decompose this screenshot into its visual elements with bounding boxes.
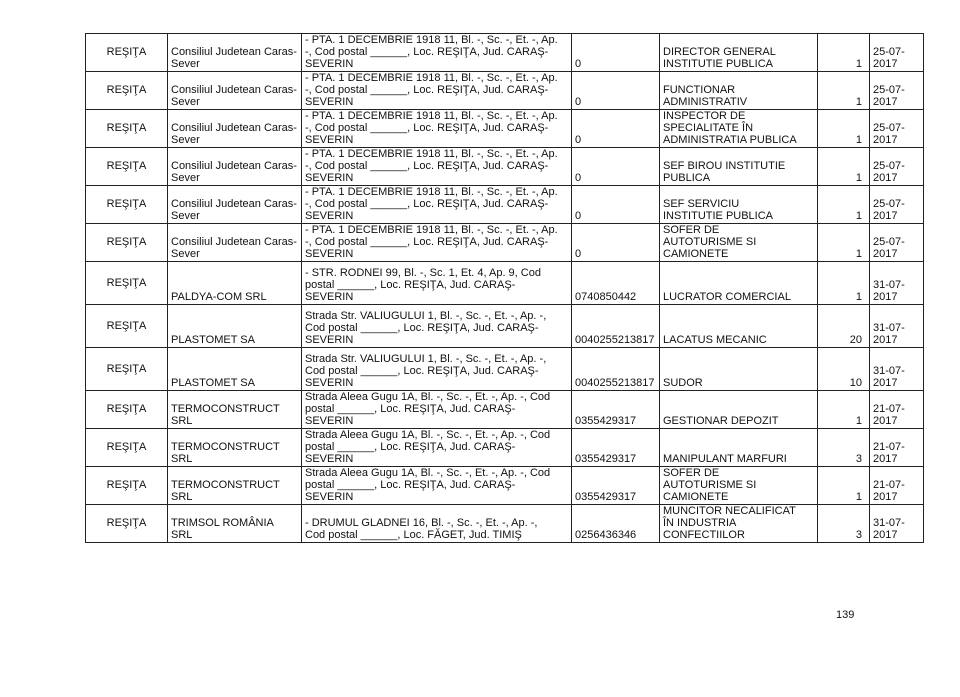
date-cell: 25-07-2017 bbox=[870, 72, 924, 110]
date-cell: 25-07-2017 bbox=[870, 110, 924, 148]
occupation-cell: MANIPULANT MARFURI bbox=[660, 429, 818, 467]
address-cell: Strada Str. VALIUGULUI 1, Bl. -, Sc. -, Et. -, Ap. -, Cod postal ______, Loc. REŞIŢA, Jud. CARAŞ- SEVERIN bbox=[302, 348, 572, 391]
employer-cell: Consiliul Judetean Caras- Sever bbox=[168, 148, 302, 186]
employer-cell: Consiliul Judetean Caras- Sever bbox=[168, 224, 302, 262]
employer-cell: Consiliul Judetean Caras- Sever bbox=[168, 110, 302, 148]
occupation-cell: SUDOR bbox=[660, 348, 818, 391]
date-cell: 21-07-2017 bbox=[870, 467, 924, 505]
address-cell: - STR. RODNEI 99, Bl. -, Sc. 1, Et. 4, Ap. 9, Cod postal ______, Loc. REŞIŢA, Jud. CARAŞ- SEVERIN bbox=[302, 262, 572, 305]
occupation-cell: SOFER DE AUTOTURISME SI CAMIONETE bbox=[660, 224, 818, 262]
locality-cell: REŞIŢA bbox=[86, 34, 168, 72]
phone-cell: 0256436346 bbox=[572, 505, 660, 543]
address-cell: - PTA. 1 DECEMBRIE 1918 11, Bl. -, Sc. -, Et. -, Ap. -, Cod postal ______, Loc. REŞIŢA, Jud. CARAŞ- SEVERIN bbox=[302, 224, 572, 262]
locality-cell: REŞIŢA bbox=[86, 262, 168, 305]
address-cell: - PTA. 1 DECEMBRIE 1918 11, Bl. -, Sc. -, Et. -, Ap. -, Cod postal ______, Loc. REŞIŢA, Jud. CARAŞ- SEVERIN bbox=[302, 186, 572, 224]
locality-cell: REŞIŢA bbox=[86, 348, 168, 391]
date-cell: 25-07-2017 bbox=[870, 148, 924, 186]
positions-cell: 1 bbox=[818, 391, 870, 429]
employer-cell: TERMOCONSTRUCT SRL bbox=[168, 467, 302, 505]
locality-cell: REŞIŢA bbox=[86, 110, 168, 148]
locality-cell: REŞIŢA bbox=[86, 224, 168, 262]
table-row bbox=[86, 262, 924, 305]
phone-cell: 0 bbox=[572, 186, 660, 224]
locality-cell: REŞIŢA bbox=[86, 391, 168, 429]
occupation-cell: MUNCITOR NECALIFICAT ÎN INDUSTRIA CONFECTIILOR bbox=[660, 505, 818, 543]
phone-cell: 0355429317 bbox=[572, 429, 660, 467]
positions-cell: 3 bbox=[818, 505, 870, 543]
table-row bbox=[86, 305, 924, 348]
locality-cell: REŞIŢA bbox=[86, 429, 168, 467]
positions-cell: 1 bbox=[818, 467, 870, 505]
occupation-cell: FUNCTIONAR ADMINISTRATIV bbox=[660, 72, 818, 110]
employer-cell: TRIMSOL ROMÂNIA SRL bbox=[168, 505, 302, 543]
table-row bbox=[86, 72, 924, 110]
phone-cell: 0355429317 bbox=[572, 467, 660, 505]
positions-cell: 1 bbox=[818, 186, 870, 224]
date-cell: 25-07-2017 bbox=[870, 34, 924, 72]
employer-cell: TERMOCONSTRUCT SRL bbox=[168, 391, 302, 429]
positions-cell: 20 bbox=[818, 305, 870, 348]
address-cell: Strada Str. VALIUGULUI 1, Bl. -, Sc. -, Et. -, Ap. -, Cod postal ______, Loc. REŞIŢA, Jud. CARAŞ- SEVERIN bbox=[302, 305, 572, 348]
positions-cell: 1 bbox=[818, 262, 870, 305]
phone-cell: 0 bbox=[572, 110, 660, 148]
employer-cell: Consiliul Judetean Caras- Sever bbox=[168, 186, 302, 224]
locality-cell: REŞIŢA bbox=[86, 305, 168, 348]
locality-cell: REŞIŢA bbox=[86, 505, 168, 543]
occupation-cell: SEF BIROU INSTITUTIE PUBLICA bbox=[660, 148, 818, 186]
locality-cell: REŞIŢA bbox=[86, 467, 168, 505]
job-vacancies-table bbox=[85, 33, 924, 543]
address-cell: - DRUMUL GLADNEI 16, Bl. -, Sc. -, Et. -, Ap. -, Cod postal ______, Loc. FĂGET, Jud. TIMIŞ bbox=[302, 505, 572, 543]
table-row bbox=[86, 348, 924, 391]
positions-cell: 3 bbox=[818, 429, 870, 467]
employer-cell: Consiliul Judetean Caras- Sever bbox=[168, 72, 302, 110]
positions-cell: 1 bbox=[818, 34, 870, 72]
employer-cell: TERMOCONSTRUCT SRL bbox=[168, 429, 302, 467]
date-cell: 31-07-2017 bbox=[870, 305, 924, 348]
date-cell: 21-07-2017 bbox=[870, 429, 924, 467]
table-row bbox=[86, 224, 924, 262]
employer-cell: PALDYA-COM SRL bbox=[168, 262, 302, 305]
locality-cell: REŞIŢA bbox=[86, 186, 168, 224]
phone-cell: 0 bbox=[572, 148, 660, 186]
table-row bbox=[86, 34, 924, 72]
table-row bbox=[86, 467, 924, 505]
table-row bbox=[86, 505, 924, 543]
occupation-cell: SOFER DE AUTOTURISME SI CAMIONETE bbox=[660, 467, 818, 505]
employer-cell: Consiliul Judetean Caras- Sever bbox=[168, 34, 302, 72]
employer-cell: PLASTOMET SA bbox=[168, 348, 302, 391]
positions-cell: 1 bbox=[818, 224, 870, 262]
occupation-cell: LUCRATOR COMERCIAL bbox=[660, 262, 818, 305]
address-cell: - PTA. 1 DECEMBRIE 1918 11, Bl. -, Sc. -, Et. -, Ap. -, Cod postal ______, Loc. REŞIŢA, Jud. CARAŞ- SEVERIN bbox=[302, 72, 572, 110]
address-cell: - PTA. 1 DECEMBRIE 1918 11, Bl. -, Sc. -, Et. -, Ap. -, Cod postal ______, Loc. REŞIŢA, Jud. CARAŞ- SEVERIN bbox=[302, 110, 572, 148]
phone-cell: 0 bbox=[572, 224, 660, 262]
address-cell: Strada Aleea Gugu 1A, Bl. -, Sc. -, Et. -, Ap. -, Cod postal ______, Loc. REŞIŢA, Jud. CARAŞ- SEVERIN bbox=[302, 467, 572, 505]
occupation-cell: LACATUS MECANIC bbox=[660, 305, 818, 348]
occupation-cell: DIRECTOR GENERAL INSTITUTIE PUBLICA bbox=[660, 34, 818, 72]
phone-cell: 0040255213817 bbox=[572, 348, 660, 391]
date-cell: 25-07-2017 bbox=[870, 186, 924, 224]
positions-cell: 1 bbox=[818, 110, 870, 148]
table-row bbox=[86, 148, 924, 186]
table-row bbox=[86, 186, 924, 224]
page-number: 139 bbox=[836, 609, 855, 621]
locality-cell: REŞIŢA bbox=[86, 72, 168, 110]
address-cell: - PTA. 1 DECEMBRIE 1918 11, Bl. -, Sc. -, Et. -, Ap. -, Cod postal ______, Loc. REŞIŢA, Jud. CARAŞ- SEVERIN bbox=[302, 34, 572, 72]
positions-cell: 1 bbox=[818, 148, 870, 186]
positions-cell: 1 bbox=[818, 72, 870, 110]
date-cell: 31-07-2017 bbox=[870, 505, 924, 543]
occupation-cell: SEF SERVICIU INSTITUTIE PUBLICA bbox=[660, 186, 818, 224]
phone-cell: 0040255213817 bbox=[572, 305, 660, 348]
occupation-cell: INSPECTOR DE SPECIALITATE ÎN ADMINISTRATIA PUBLICA bbox=[660, 110, 818, 148]
positions-cell: 10 bbox=[818, 348, 870, 391]
occupation-cell: GESTIONAR DEPOZIT bbox=[660, 391, 818, 429]
date-cell: 31-07-2017 bbox=[870, 348, 924, 391]
date-cell: 31-07-2017 bbox=[870, 262, 924, 305]
date-cell: 21-07-2017 bbox=[870, 391, 924, 429]
address-cell: Strada Aleea Gugu 1A, Bl. -, Sc. -, Et. -, Ap. -, Cod postal ______, Loc. REŞIŢA, Jud. CARAŞ- SEVERIN bbox=[302, 391, 572, 429]
employer-cell: PLASTOMET SA bbox=[168, 305, 302, 348]
table-row bbox=[86, 110, 924, 148]
table-row bbox=[86, 429, 924, 467]
address-cell: - PTA. 1 DECEMBRIE 1918 11, Bl. -, Sc. -, Et. -, Ap. -, Cod postal ______, Loc. REŞIŢA, Jud. CARAŞ- SEVERIN bbox=[302, 148, 572, 186]
phone-cell: 0 bbox=[572, 72, 660, 110]
date-cell: 25-07-2017 bbox=[870, 224, 924, 262]
address-cell: Strada Aleea Gugu 1A, Bl. -, Sc. -, Et. -, Ap. -, Cod postal ______, Loc. REŞIŢA, Jud. CARAŞ- SEVERIN bbox=[302, 429, 572, 467]
phone-cell: 0 bbox=[572, 34, 660, 72]
phone-cell: 0355429317 bbox=[572, 391, 660, 429]
phone-cell: 0740850442 bbox=[572, 262, 660, 305]
table-row bbox=[86, 391, 924, 429]
locality-cell: REŞIŢA bbox=[86, 148, 168, 186]
